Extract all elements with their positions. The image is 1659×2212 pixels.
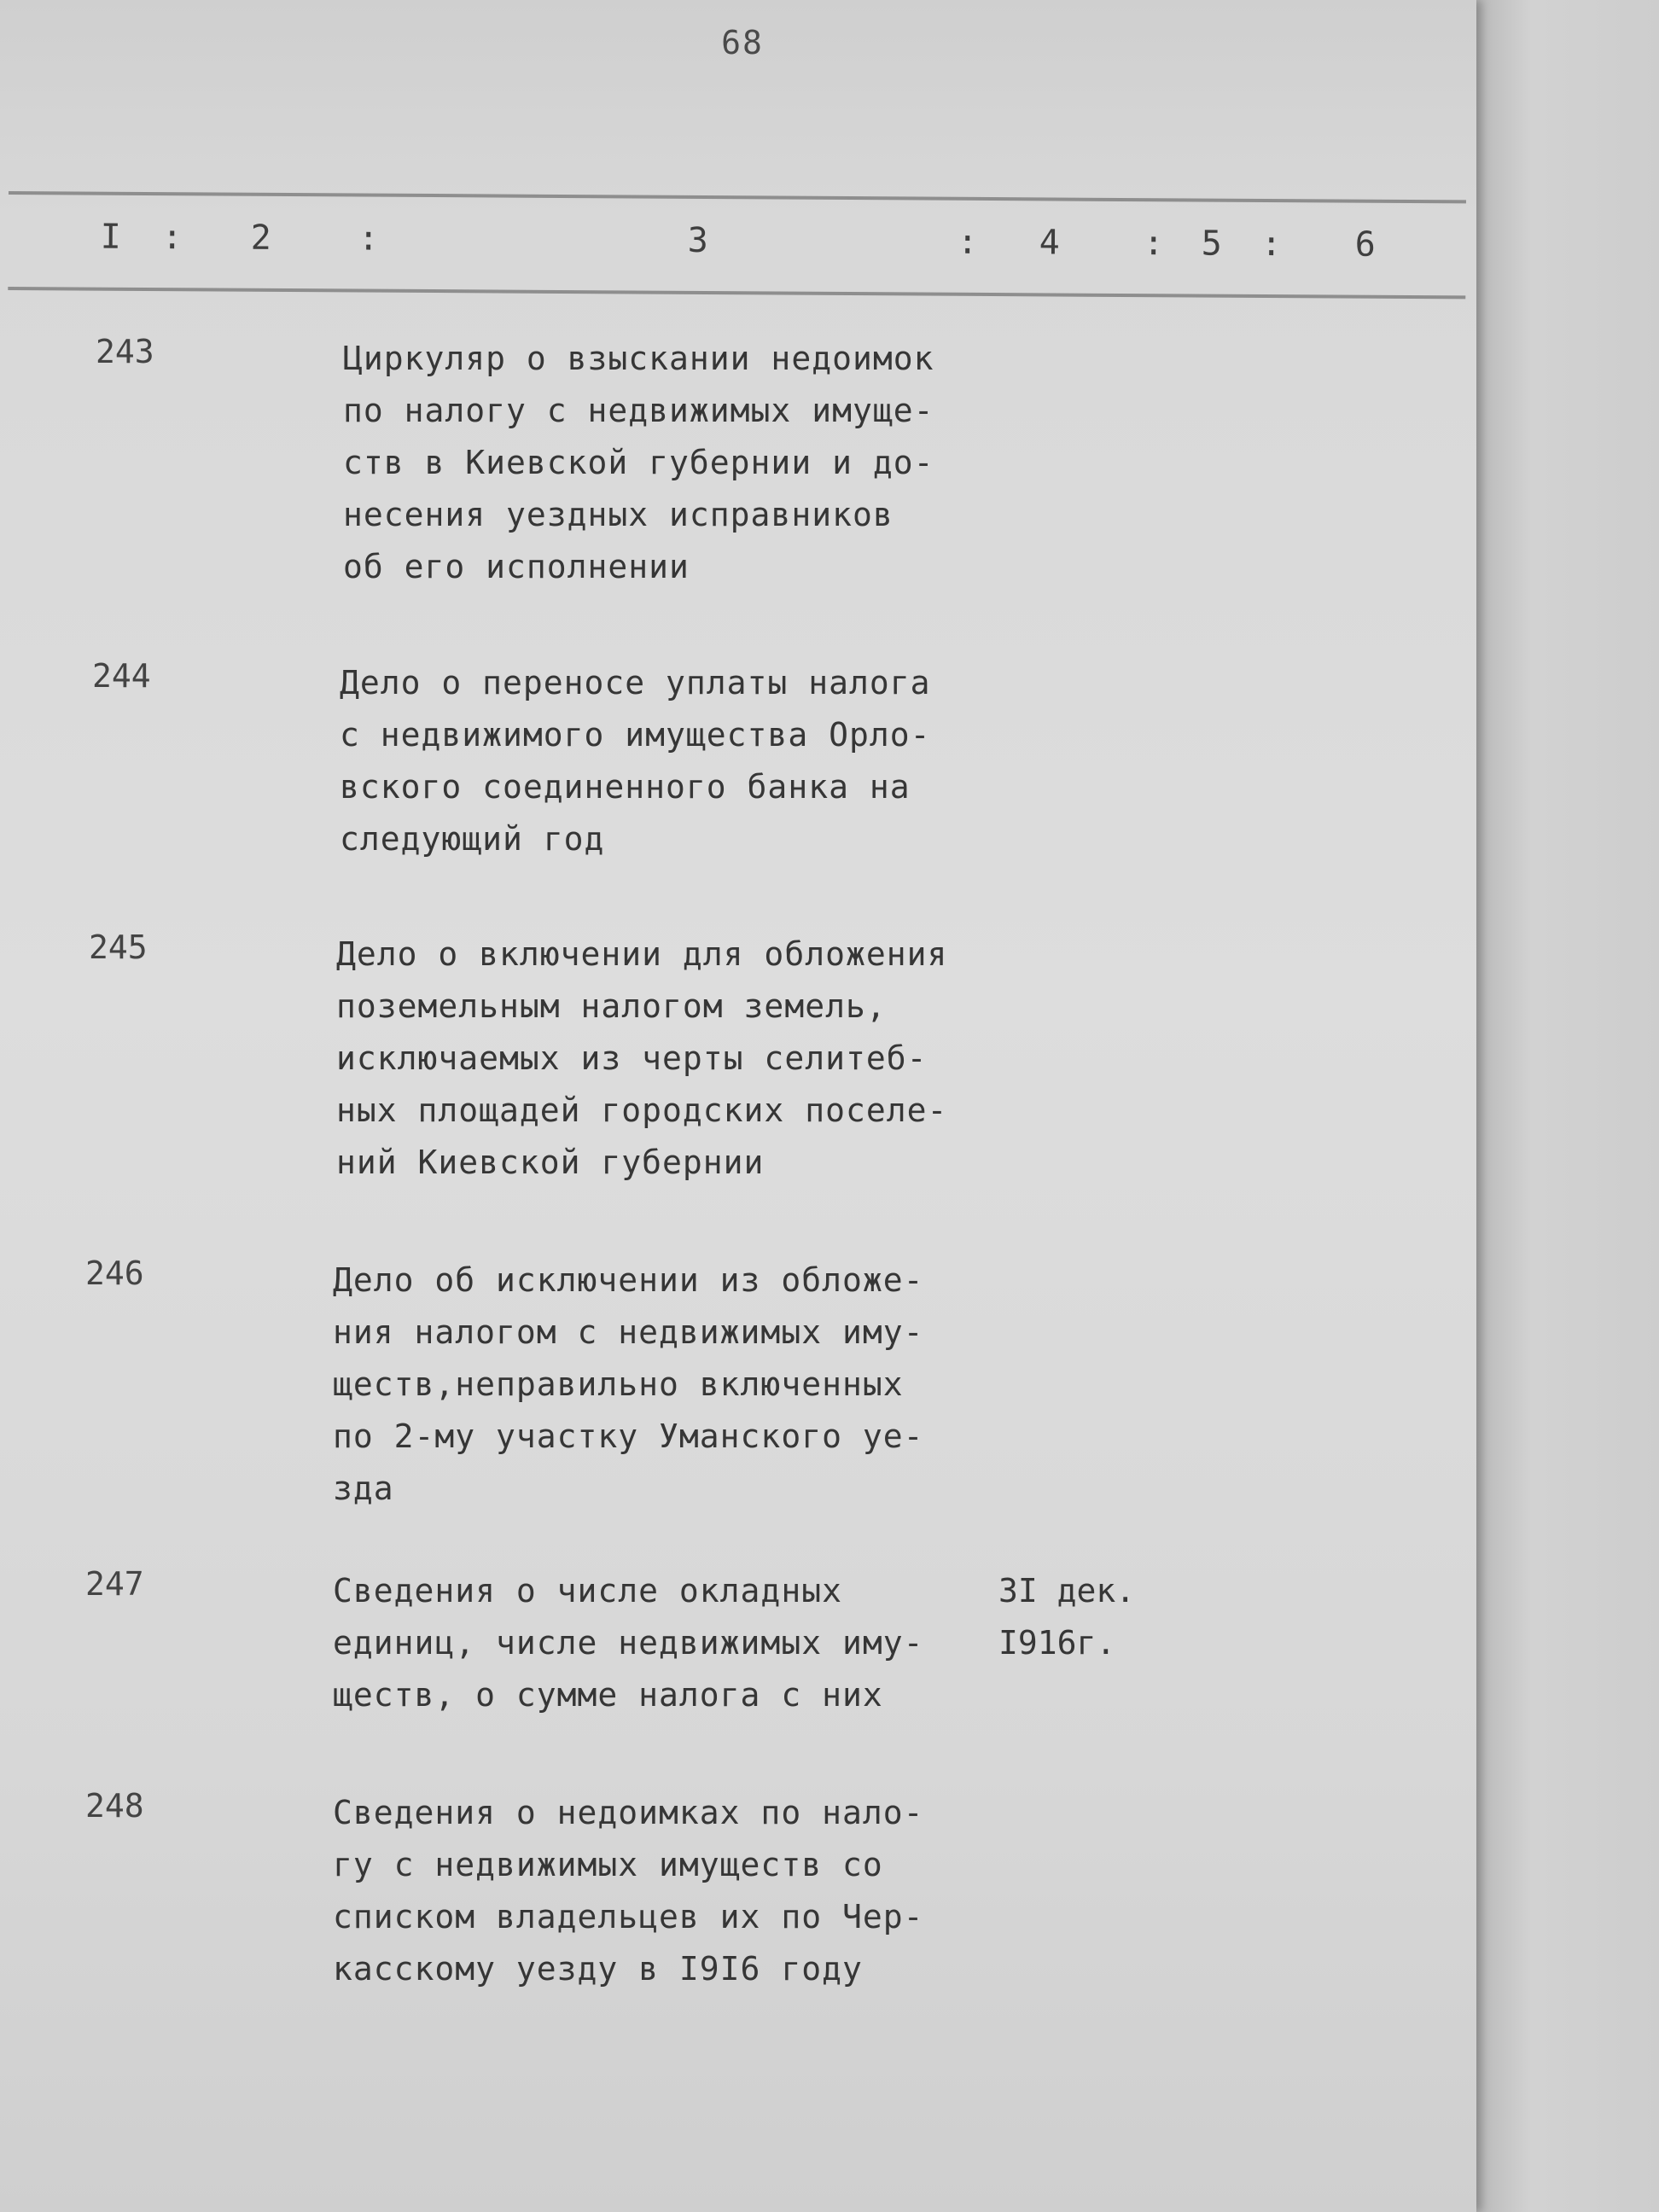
column-separator: : [1143, 224, 1164, 264]
entry-number: 244 [92, 657, 151, 695]
column-header-6: 6 [1354, 224, 1376, 265]
column-header-1: I [100, 217, 121, 257]
entry-number: 248 [85, 1787, 144, 1825]
column-header-2: 2 [250, 218, 271, 258]
entry-title: Дело о включении для обложения поземельным налогом земель, исключаемых из черты селитеб- ных площадей городских поселе- ний Киевской губернии [336, 935, 948, 1181]
column-separator: : [957, 222, 978, 262]
page-number: 68 [721, 24, 764, 61]
entry-title: Дело об исключении из обложе- ния налогом с недвижимых иму- ществ,неправильно включенных по 2-му участку Уманского уе- зда [333, 1261, 924, 1507]
entry-title: Циркуляр о взыскании недоимок по налогу с недвижимых имуще- ств в Киевской губернии и до- несения уездных исправников об его исполнении [343, 340, 934, 585]
column-header-5: 5 [1201, 224, 1222, 264]
column-header-4: 4 [1039, 223, 1060, 263]
entry-number: 246 [85, 1254, 144, 1292]
column-separator: : [1260, 224, 1282, 265]
entry-title: Сведения о числе окладных единиц, числе недвижимых иму- ществ, о сумме налога с них [333, 1572, 924, 1714]
next-page-edge [1476, 0, 1659, 2212]
entry-number: 243 [96, 333, 154, 370]
column-separator: : [358, 218, 379, 259]
entry-title: Дело о переносе уплаты налога с недвижимого имущества Орло- вского соединенного банка на следующий год [340, 664, 931, 858]
entry-date: 3I дек. I916г. [998, 1572, 1136, 1662]
column-header-3: 3 [687, 220, 708, 261]
entry-number: 247 [85, 1565, 144, 1603]
entry-number: 245 [89, 928, 148, 966]
entry-title: Сведения о недоимках по нало- гу с недвижимых имуществ со списком владельцев их по Чер- касскому уезду в I9I6 году [333, 1794, 924, 1988]
column-separator: : [161, 218, 183, 258]
